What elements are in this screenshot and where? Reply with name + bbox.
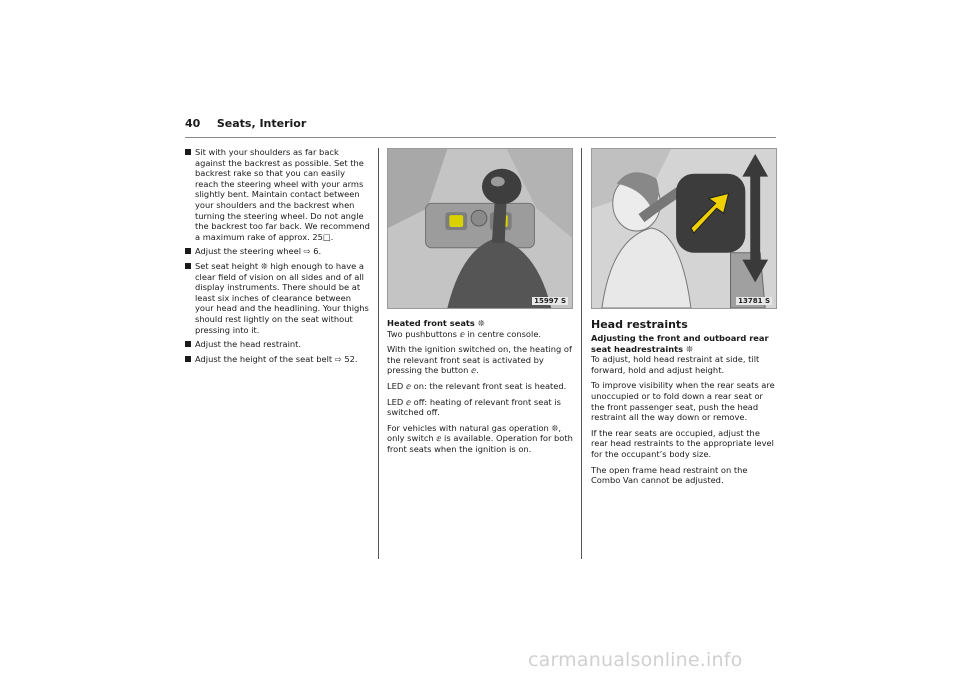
bullet-item: Adjust the steering wheel ⇨ 6. (185, 246, 370, 257)
paragraph: With the ignition switched on, the heating of the relevant front seat is activated by pressing the button ⅇ. (387, 344, 572, 376)
watermark: carmanualsonline.info (528, 649, 743, 671)
head-restraints-heading: Head restraints (591, 318, 688, 331)
figure-code: 15997 S (534, 297, 566, 305)
paragraph: If the rear seats are occupied, adjust the rear head restraints to the appropriate level for the occupant’s body size. (591, 427, 774, 459)
heated-seats-heading: Heated front seats ❊ (387, 318, 485, 328)
head-restraints-subheading: Adjusting the front and outboard rear seat headrestraints ❊ (591, 333, 769, 354)
bullet-square-icon (185, 149, 191, 155)
seat-adjustment-instructions (185, 147, 370, 368)
heated-seat-buttons-illustration (387, 148, 573, 309)
bullet-square-icon (185, 356, 191, 362)
bullet-square-icon (185, 263, 191, 269)
paragraph: To adjust, hold head restraint at side, tilt forward, hold and adjust height. (591, 354, 760, 375)
bullet-square-icon (185, 341, 191, 347)
header-divider (185, 137, 776, 138)
column-divider-1 (378, 148, 379, 559)
figure-code: 13781 S (738, 297, 770, 305)
paragraph: For vehicles with natural gas operation ❊, only switch ⅇ is available. Operation for both front seats when the ignition is on. (387, 422, 573, 454)
paragraph: To improve visibility when the rear seats are unoccupied or to fold down a rear seat or the front passenger seat, push the head restraint all the way down or remove. (591, 380, 775, 423)
bullet-item: Sit with your shoulders as far back against the backrest as possible. Set the backrest rake so that you can easily reach the steering wheel with your arms slightly bent. Maintain contact between your shoulders and the backrest when turning the steering wheel. Do not angle the backrest too far back. We recommend a maximum rake of approx. 25□. (185, 147, 370, 242)
bullet-square-icon (185, 248, 191, 254)
bullet-item: Adjust the head restraint. (185, 339, 370, 350)
section-title: Seats, Interior (216, 117, 307, 130)
page-number: 40 (185, 117, 201, 130)
paragraph: Two pushbuttons ⅇ in centre console. (387, 328, 542, 339)
paragraph: LED ⅇ on: the relevant front seat is heated. (387, 380, 567, 391)
bullet-item: Set seat height ❊ high enough to have a clear field of vision on all sides and of all display instruments. There should be at least six inches of clearance between your head and the headlining. Your thighs should rest lightly on the seat without pressing into it. (185, 261, 370, 335)
paragraph: LED ⅇ off: heating of relevant front seat is switched off. (387, 396, 561, 418)
head-restraints-section (591, 318, 779, 491)
head-restraint-illustration (591, 148, 777, 309)
heated-seats-section (387, 318, 573, 460)
paragraph: The open frame head restraint on the Combo Van cannot be adjusted. (591, 464, 748, 486)
column-divider-2 (581, 148, 582, 559)
bullet-item: Adjust the height of the seat belt ⇨ 52. (185, 354, 370, 365)
page-header (185, 117, 306, 130)
